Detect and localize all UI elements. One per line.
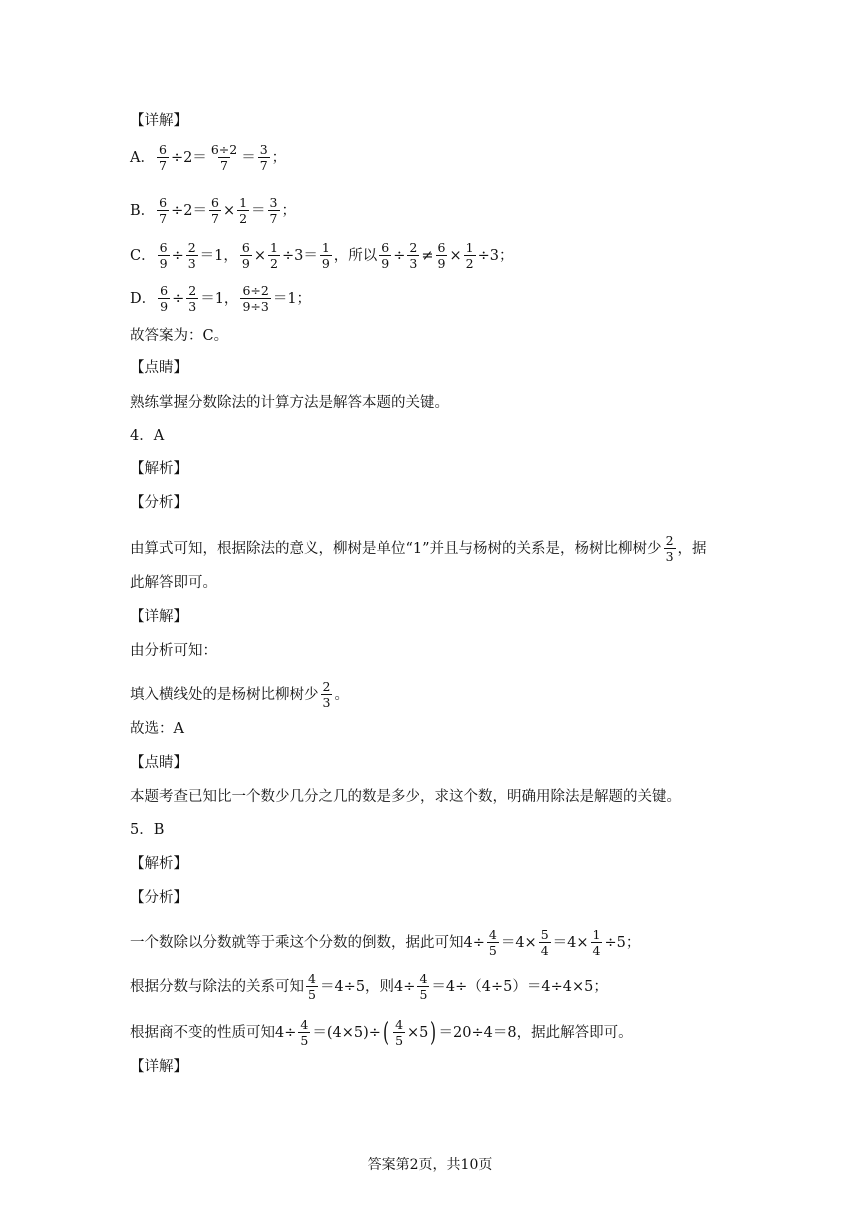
answer-text: 故答案为：C。 — [130, 328, 229, 344]
analysis-text: ÷ — [368, 1024, 381, 1041]
section-label: 【分析】 — [130, 890, 188, 906]
fraction: $\frac{1}{4}$ — [592, 927, 601, 958]
fraction: $\frac{2}{3}$ — [322, 679, 331, 710]
fraction: $\frac{2}{3}$ — [665, 533, 674, 564]
expr-text: ＝ — [241, 149, 256, 166]
tip-text: 本题考查已知比一个数少几分之几的数是多少，求这个数，明确用除法是解题的关键。 — [130, 789, 681, 805]
option-c-line — [130, 241, 513, 270]
expr-text: ÷3； — [477, 247, 514, 264]
tip-text: 熟练掌握分数除法的计算方法是解答本题的关键。 — [130, 395, 449, 411]
option-a-line — [130, 143, 286, 172]
detail-line — [130, 680, 349, 709]
answer-text: 故选：A — [130, 721, 184, 737]
analysis-text: ÷5； — [604, 934, 641, 951]
expr-text: ≠ — [421, 247, 434, 264]
option-lead: D． — [130, 290, 157, 307]
option-b-line — [130, 196, 296, 225]
analysis-text: ×5 — [407, 1024, 429, 1041]
option-lead: B． — [130, 202, 156, 219]
fraction: $\frac{6}{9}$ — [241, 240, 250, 271]
page-footer: 答案第2页，共10页 — [367, 1157, 493, 1173]
analysis-text: ＝4× — [552, 934, 589, 951]
section-label: 【详解】 — [130, 609, 188, 625]
fraction: $\frac{6\div 2}{9\div 3}$ — [242, 283, 269, 314]
fraction: $\frac{6}{7}$ — [159, 195, 168, 226]
expr-text: ，所以 — [333, 247, 378, 264]
fraction: $\frac{4}{5}$ — [488, 927, 497, 958]
expr-text: ； — [271, 149, 287, 166]
analysis-text: 根据分数与除法的关系可知 — [130, 978, 304, 995]
section-label: 【点睛】 — [130, 360, 188, 376]
analysis-text: ＝4× — [500, 934, 537, 951]
question-heading: 4．A — [130, 428, 165, 444]
analysis-text: 此解答即可。 — [130, 575, 217, 591]
analysis-line — [130, 928, 640, 957]
expr-text: ÷3＝ — [281, 247, 318, 264]
option-lead: A． — [130, 149, 155, 166]
fraction: $\frac{6}{7}$ — [210, 195, 219, 226]
analysis-text: ＝4÷5，则4÷ — [319, 978, 416, 995]
detail-text: 由分析可知： — [130, 643, 217, 659]
fraction: $\frac{3}{7}$ — [259, 142, 268, 173]
analysis-text: (4×5) — [326, 1024, 369, 1041]
expr-text: ＝1， — [199, 247, 238, 264]
fraction: $\frac{4}{5}$ — [300, 1017, 309, 1048]
expr-text: ÷2＝ — [170, 149, 207, 166]
detail-text: 填入横线处的是杨树比柳树少 — [130, 686, 319, 703]
analysis-text: 一个数除以分数就等于乘这个分数的倒数，据此可知4÷ — [130, 934, 485, 951]
expr-text: × — [449, 247, 462, 264]
section-label: 【解析】 — [130, 461, 188, 477]
fraction: $\frac{6}{9}$ — [159, 240, 168, 271]
fraction: $\frac{1}{2}$ — [239, 195, 248, 226]
fraction: $\frac{2}{3}$ — [409, 240, 418, 271]
fraction: $\frac{2}{3}$ — [188, 283, 197, 314]
analysis-line — [130, 972, 608, 1001]
fraction: $\frac{6}{9}$ — [381, 240, 390, 271]
expr-text: ÷ — [172, 290, 185, 307]
fraction: $\frac{2}{3}$ — [187, 240, 196, 271]
expr-text: × — [222, 202, 236, 219]
fraction: $\frac{4}{5}$ — [419, 971, 428, 1002]
analysis-text: 由算式可知，根据除法的意义，柳树是单位“1”并且与杨树的关系是，杨树比柳树少 — [130, 540, 662, 557]
fraction: $\frac{1}{9}$ — [321, 240, 330, 271]
section-label: 【分析】 — [130, 495, 188, 511]
expr-text: ÷ — [393, 247, 406, 264]
fraction: $\frac{5}{4}$ — [540, 927, 549, 958]
fraction: $\frac{1}{2}$ — [270, 240, 278, 271]
expr-text: ÷ — [171, 247, 184, 264]
analysis-text: ，据 — [677, 540, 707, 557]
fraction: $\frac{6\div 2}{7}$ — [210, 142, 238, 173]
section-label: 【点睛】 — [130, 755, 188, 771]
detail-text: 。 — [334, 686, 349, 703]
expr-text: ＝1， — [200, 290, 239, 307]
analysis-line — [130, 1018, 633, 1047]
section-label: 【详解】 — [130, 113, 188, 129]
fraction: $\frac{4}{5}$ — [395, 1017, 404, 1048]
option-d-line — [130, 284, 311, 313]
option-lead: C． — [130, 247, 156, 264]
left-paren-glyph: ( — [382, 1017, 390, 1048]
expr-text: ÷2＝ — [171, 202, 207, 219]
expr-text: ＝1； — [272, 290, 312, 307]
right-paren-glyph: ) — [430, 1017, 437, 1048]
section-label: 【解析】 — [130, 856, 188, 872]
fraction: $\frac{1}{2}$ — [465, 240, 474, 271]
expr-text: × — [253, 247, 267, 264]
fraction: $\frac{6}{9}$ — [160, 283, 169, 314]
analysis-text: ＝4÷（4÷5）＝4÷4×5； — [431, 978, 608, 995]
analysis-text: 根据商不变的性质可知4÷ — [130, 1024, 297, 1041]
fraction: $\frac{6}{7}$ — [158, 142, 167, 173]
question-heading: 5．B — [130, 822, 165, 838]
fraction: $\frac{6}{9}$ — [437, 240, 446, 271]
fraction: $\frac{3}{7}$ — [269, 195, 278, 226]
section-label: 【详解】 — [130, 1059, 188, 1075]
expr-text: ； — [281, 202, 296, 219]
analysis-text: ＝ — [312, 1024, 327, 1041]
expr-text: ＝ — [251, 202, 266, 219]
analysis-line — [130, 534, 707, 563]
analysis-text: ＝20÷4＝8，据此解答即可。 — [438, 1024, 633, 1041]
fraction: $\frac{4}{5}$ — [308, 971, 316, 1002]
